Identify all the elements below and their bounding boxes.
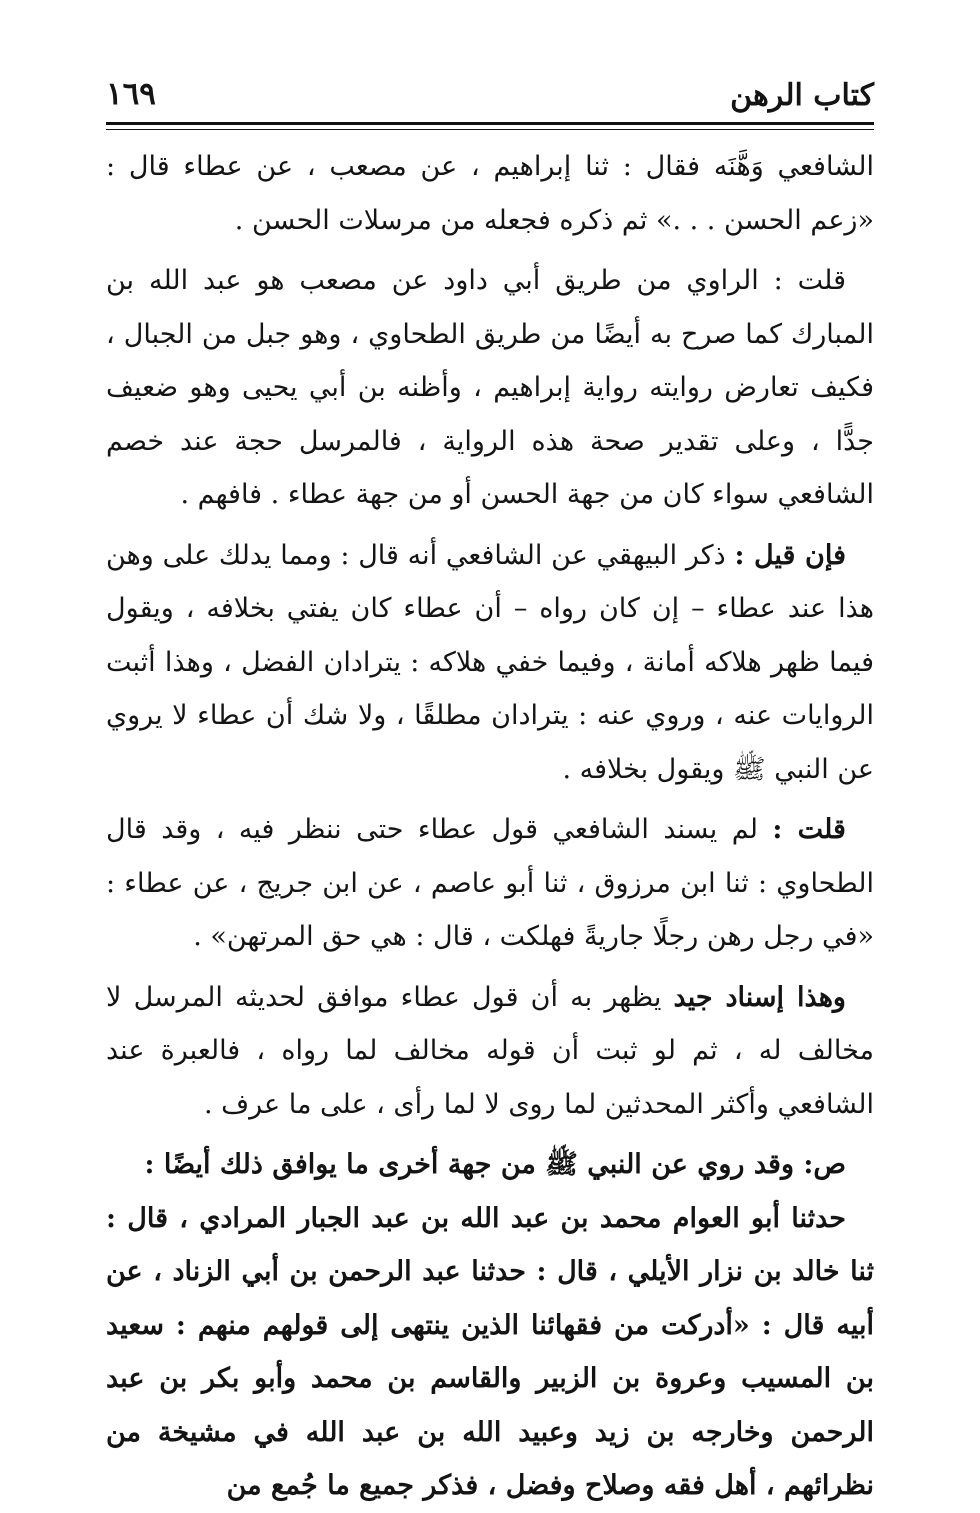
paragraph-3-text: ذكر البيهقي عن الشافعي أنه قال : ومما يدلك على وهن هذا عند عطاء – إن كان رواه – أن عطاء كان يفتي بخلافه ، ويقول فيما ظهر هلاكه أمانة ، وفيما خفي هلاكه : يترادان الفضل ، وهذا أثبت الروايات عنه ، وروي عنه : يترادان مطلقًا ، ولا شك أن عطاء لا يروي عن النبي ﷺ ويقول بخلافه . [106,539,874,785]
page-body [106,140,874,1513]
header-rule-thick [106,122,874,125]
page-header [106,68,874,120]
paragraph-2 [106,254,874,522]
paragraph-5 [106,971,874,1132]
paragraph-1 [106,140,874,247]
page-number: ١٦٩ [106,76,156,112]
paragraph-3 [106,529,874,797]
header-rule-thin [106,129,874,130]
paragraph-4-text: لم يسند الشافعي قول عطاء حتى ننظر فيه ، وقد قال الطحاوي : ثنا ابن مرزوق ، ثنا أبو عاصم ، عن ابن جريج ، عن عطاء : «في رجل رهن رجلًا جاريةً فهلكت ، قال : هي حق المرتهن» . [106,814,874,952]
paragraph-5-text: يظهر به أن قول عطاء موافق لحديثه المرسل لا مخالف له ، ثم لو ثبت أن قوله مخالف لما رواه ، فالعبرة عند الشافعي وأكثر المحدثين لما روى لا لما رأى ، على ما عرف . [106,981,874,1120]
chapter-title: كتاب الرهن [730,78,874,113]
paragraph-5-lead: وهذا إسناد جيد [673,981,846,1013]
paragraph-4-lead: قلت : [772,814,846,845]
paragraph-3-lead: فإن قيل : [734,539,846,571]
paragraph-2-text: قلت : الراوي من طريق أبي داود عن مصعب هو عبد الله بن المبارك كما صرح به أيضًا من طريق الطحاوي ، وهو جبل من الجبال ، فكيف تعارض روايته رواية إبراهيم ، وأظنه بن أبي يحيى وهو ضعيف جدًّا ، وعلى تقدير صحة هذه الرواية ، فالمرسل حجة عند خصم الشافعي سواء كان من جهة الحسن أو من جهة عطاء . فافهم . [106,265,874,510]
paragraph-4 [106,803,874,964]
section-heading: ص: وقد روي عن النبي ﷺ من جهة أخرى ما يوافق ذلك أيضًا : [144,1149,846,1180]
hadith-text: حدثنا أبو العوام محمد بن عبد الله بن عبد الجبار المرادي ، قال : ثنا خالد بن نزار الأيلي ، قال : حدثنا عبد الرحمن بن أبي الزناد ، عن أبيه قال : «أدركت من فقهائنا الذين ينتهى إلى قولهم منهم : سعيد بن المسيب وعروة بن الزبير والقاسم بن محمد وأبو بكر بن عبد الرحمن وخارجه بن زيد وعبيد الله بن عبد الله في مشيخة من نظرائهم ، أهل فقه وصلاح وفضل ، فذكر جميع ما جُمع من [106,1202,874,1501]
paragraph-1-text: الشافعي وَهَّنَه فقال : ثنا إبراهيم ، عن مصعب ، عن عطاء قال : «زعم الحسن . . .» ثم ذكره فجعله من مرسلات الحسن . [106,151,874,236]
